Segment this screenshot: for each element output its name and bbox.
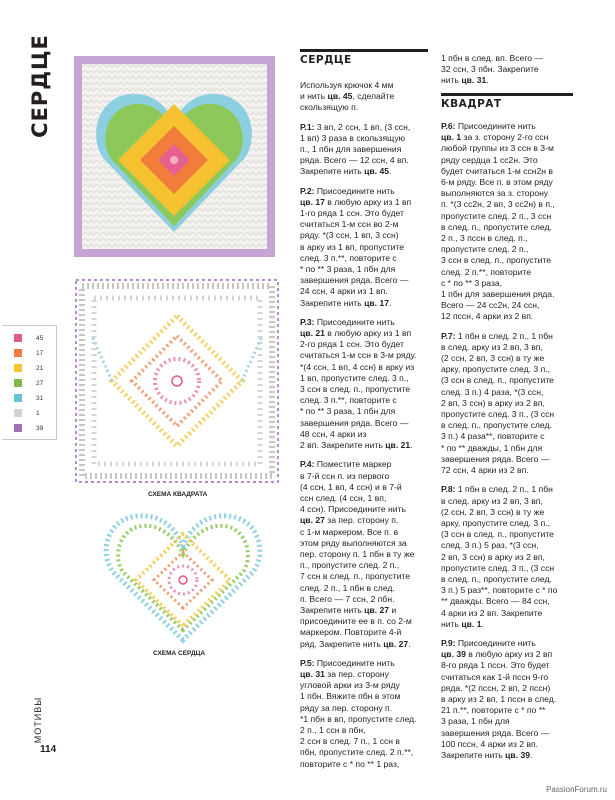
legend-item: 1 — [14, 408, 40, 418]
page-title: СЕРДЦЕ — [28, 34, 52, 138]
text-line: (3 ссн в след. п., пропустите — [441, 375, 554, 386]
text-line: Р.2: Присоедините нить — [300, 185, 395, 196]
color-swatch — [14, 409, 22, 417]
text-line: арку, пропустите след. 3 п., — [441, 364, 551, 375]
text-line: ряд. Закрепите нить цв. 27. — [300, 638, 411, 649]
instruction-paragraph — [300, 80, 428, 114]
text-line: Р.1: 3 вп, 2 ссн, 1 вп, (3 ссн, — [300, 121, 411, 132]
instructions-continued — [441, 53, 573, 95]
text-line: ряду сердца 1 сс2н. Это — [441, 154, 538, 165]
text-line: завершения ряда. Всего — — [300, 275, 409, 286]
heading-rule — [300, 49, 428, 52]
text-line: 32 ссн, 3 пбн. Закрепите — [441, 64, 539, 75]
instruction-paragraph — [441, 331, 573, 477]
heart-diagram-label: СХЕМА СЕРДЦА — [153, 650, 206, 657]
text-line: в арку из 1 вп, пропустите — [300, 241, 405, 252]
text-line: цв. 27 за пер. сторону п. — [300, 515, 399, 526]
text-line: присоедините ее в п. со 2-м — [300, 616, 412, 627]
color-swatch — [14, 424, 22, 432]
text-line: Р.5: Присоедините нить — [300, 657, 395, 668]
text-line: *(4 ссн, 1 вп, 4 ссн) в арку из — [300, 361, 415, 372]
text-line: Р.7: 1 пбн в след. 2 п., 1 пбн — [441, 330, 553, 341]
text-line: Р.6: Присоедините нить — [441, 121, 536, 131]
square-chart-diagram — [72, 276, 282, 486]
watermark: PassionForum.ru — [546, 785, 607, 794]
text-line: цв. 1 за з. сторону 2-го ссн — [441, 132, 549, 143]
text-line: 1 пбн в след. вп. Всего — — [441, 53, 544, 63]
text-line: 4 ссн). Присоедините нить — [300, 504, 406, 515]
text-line: п., 1 пбн для завершения — [300, 144, 402, 155]
text-line: в арку из 2 вп, 1 пссн в след. — [441, 693, 557, 704]
text-line: 7 ссн в след. п., пропустите — [300, 571, 411, 582]
color-swatch — [14, 364, 22, 372]
text-line: в след. арку из 2 вп, 3 вп, — [441, 341, 543, 352]
text-line: * по ** 3 раза, 1 пбн для — [300, 406, 396, 417]
text-line: (4 ссн, 1 вп, 4 ссн) и в 7-й — [300, 481, 402, 492]
text-line: цв. 31 за пер. сторону — [300, 668, 389, 679]
text-line: с 1-м маркером. Все п. в — [300, 526, 399, 537]
text-line: 24 ссн, 4 арки из 1 вп. — [300, 286, 388, 297]
text-line: 1-го ряда 1 ссн. Это будет — [300, 208, 404, 219]
text-line: Р.4: Поместите маркер — [300, 459, 392, 470]
legend-item: 17 — [14, 348, 43, 358]
text-line: в след. п., пропустите след. — [441, 573, 552, 584]
text-line: завершения ряда. Всего — — [300, 417, 409, 428]
text-line: 1 пбн. Вяжите пбн в этом — [300, 691, 401, 702]
text-line: повторите с * по ** 1 раз, — [300, 758, 400, 769]
text-line: след. 3 п.) 5 раз, *(3 ссн, — [441, 540, 539, 551]
text-line: след. 2 п., 1 пбн в след. — [300, 582, 395, 593]
text-line: ряда. Всего — 12 ссн, 4 вп. — [300, 155, 409, 166]
instructions-column-2 — [441, 121, 573, 769]
text-line: нить цв. 1. — [441, 618, 484, 629]
text-line: маркером. Повторите 4-й — [300, 627, 402, 638]
section-name: МОТИВЫ — [33, 696, 43, 744]
motif-photo — [74, 56, 275, 257]
text-line: п. *(3 сс2н, 2 вп, 3 сс2н) в п., — [441, 199, 555, 210]
text-line: 4 арки из 2 вп. Закрепите — [441, 607, 543, 618]
text-line: и нить цв. 45, сделайте — [300, 91, 395, 102]
instruction-paragraph — [300, 658, 428, 770]
text-line: 2 вп, 3 ссн) в арку из 2 вп, — [441, 551, 545, 562]
text-line: завершения ряда. Всего — — [441, 727, 550, 738]
text-line: Р.8: 1 пбн в след. 2 п., 1 пбн — [441, 484, 553, 495]
text-line: Используя крючок 4 мм — [300, 80, 394, 90]
text-line: 6-м ряду. Все п. в этом ряду — [441, 177, 553, 188]
text-line: 12 пссн, 4 арки из 2 вп. — [441, 311, 534, 322]
text-line: арку, пропустите след. 3 п., — [441, 517, 551, 528]
text-line: (2 ссн, 2 вп, 3 ссн) в ту же — [441, 353, 545, 364]
text-line: нить цв. 31. — [441, 75, 489, 86]
text-line: пропустите след. 2 п., 3 ссн — [441, 210, 552, 221]
text-line: цв. 39 в любую арку из 2 вп — [441, 649, 553, 660]
color-swatch — [14, 394, 22, 402]
text-line: *1 пбн в вп, пропустите след. — [300, 713, 417, 724]
text-line: * по ** дважды, 1 пбн для — [441, 442, 543, 453]
text-line: п. Всего — 7 ссн, 2 пбн. — [300, 593, 395, 604]
color-legend — [2, 325, 57, 440]
text-line: 72 ссн, 4 арки из 2 вп. — [441, 465, 529, 476]
text-line: ряду. *(3 ссн, 1 вп, 3 ссн) — [300, 230, 399, 241]
text-line: 21 п.**, повторите с * по ** — [441, 705, 546, 716]
text-line: цв. 21 в любую арку из 1 вп — [300, 328, 412, 339]
text-line: след. 3 п.) 4 раза, *(3 ссн, — [441, 386, 544, 397]
section-heading-heart: СЕРДЦЕ — [300, 54, 352, 66]
text-line: ряду за пер. сторону п. — [300, 702, 393, 713]
text-line: 100 пссн, 4 арки из 2 вп. — [441, 738, 539, 749]
text-line: 3 ссн в след. п., пропустите — [441, 255, 552, 266]
text-line: любой группы из 3 ссн в 3-м — [441, 143, 554, 154]
text-line: с * по ** 3 раза, — [441, 277, 503, 288]
text-line: Закрепите нить цв. 39. — [441, 749, 533, 760]
color-swatch — [14, 334, 22, 342]
text-line: завершения ряда. Всего — — [441, 453, 550, 464]
text-line: 1 вп) 3 раза в скользящую — [300, 132, 406, 143]
instruction-paragraph — [441, 121, 573, 323]
legend-item: 45 — [14, 333, 43, 343]
text-line: * по ** 3 раза, 1 пбн для — [300, 264, 396, 275]
text-line: в след. арку из 2 вп, 3 вп, — [441, 495, 543, 506]
text-line: 2 п., 1 ссн в пбн, — [300, 724, 366, 735]
legend-item: 31 — [14, 393, 43, 403]
legend-item: 39 — [14, 423, 43, 433]
text-line: 3 раза, 1 пбн для — [441, 716, 510, 727]
text-line: в след. п., пропустите след. — [441, 420, 552, 431]
text-line: 2 вп. Закрепите нить цв. 21. — [300, 440, 413, 451]
legend-item: 21 — [14, 363, 43, 373]
text-line: (2 ссн, 2 вп, 3 ссн) в ту же — [441, 506, 545, 517]
text-line: след. 3 п.**, повторите с — [300, 395, 397, 406]
text-line: 8-го ряда 1 пссн. Это будет — [441, 660, 550, 671]
text-line: считаться 1-м ссн в 3-м ряду. — [300, 350, 417, 361]
text-line: выполняются за з. сторону — [441, 188, 549, 199]
text-line: след. 2 п.**, повторите — [441, 266, 531, 277]
text-line: Р.9: Присоедините нить — [441, 637, 536, 648]
heart-motif-image — [82, 64, 267, 249]
instruction-paragraph — [300, 459, 428, 649]
text-line: 2 вп, 3 ссн) в арку из 2 вп, — [441, 397, 545, 408]
heading-rule — [441, 93, 573, 96]
text-line: пбн, пропустите след. 2 п.**, — [300, 747, 414, 758]
text-line: этом ряду выполняются за — [300, 537, 407, 548]
text-line: скользящую п. — [300, 102, 359, 113]
text-line: Закрепите нить цв. 45. — [300, 166, 392, 177]
text-line: 3 ссн в след. п., пропустите — [300, 384, 411, 395]
text-line: ссн след. (4 ссн, 1 вп, — [300, 492, 387, 503]
text-line: пропустите след. 2 п., — [441, 244, 529, 255]
legend-item: 27 — [14, 378, 43, 388]
text-line: считаться 1-м ссн во 2-м — [300, 219, 399, 230]
text-line: Закрепите нить цв. 17. — [300, 297, 392, 308]
text-line: пер. сторону п. 1 пбн в ту же — [300, 548, 415, 559]
section-heading-square: КВАДРАТ — [441, 98, 502, 110]
color-swatch — [14, 379, 22, 387]
text-line: Всего — 24 сс2н, 24 ссн, — [441, 300, 540, 311]
text-line: в след. п., пропустите след. — [441, 221, 552, 232]
text-line: Р.3: Присоедините нить — [300, 316, 395, 327]
text-line: 48 ссн, 4 арки из — [300, 428, 367, 439]
text-line: 2 п., 3 пссн в след. п., — [441, 233, 528, 244]
text-line: ряда. *(2 пссн, 2 вп, 2 пссн) — [441, 682, 551, 693]
text-line: пропустите след. 3 п., (3 ссн — [441, 409, 555, 420]
text-line: ** дважды. Всего — 84 ссн, — [441, 596, 550, 607]
instructions-column-1 — [300, 80, 428, 778]
color-swatch — [14, 349, 22, 357]
text-line: след. 3 п.**, повторите с — [300, 252, 397, 263]
text-line: 1 вп, пропустите след. 3 п., — [300, 372, 409, 383]
square-diagram-label: СХЕМА КВАДРАТА — [148, 491, 208, 498]
page-number: 114 — [40, 744, 57, 755]
text-line: пропустите след. 3 п., (3 ссн — [441, 562, 555, 573]
instruction-paragraph — [441, 53, 573, 87]
text-line: 2-го ряда 1 ссн. Это будет — [300, 339, 404, 350]
heart-chart-diagram — [98, 510, 268, 650]
instruction-paragraph — [300, 317, 428, 451]
instruction-paragraph — [300, 122, 428, 178]
instruction-paragraph — [300, 186, 428, 309]
instruction-paragraph — [441, 638, 573, 761]
instruction-paragraph — [441, 484, 573, 630]
text-line: считаться как 1-й пссн 9-го — [441, 671, 549, 682]
text-line: (3 ссн в след. п., пропустите — [441, 529, 554, 540]
text-line: 3 п.) 5 раз**, повторите с * по — [441, 585, 558, 596]
text-line: в 7-й ссн п. из первого — [300, 470, 390, 481]
text-line: 2 ссн в след. 7 п., 1 ссн в — [300, 736, 400, 747]
text-line: п., пропустите след. 2 п., — [300, 560, 400, 571]
text-line: цв. 17 в любую арку из 1 вп — [300, 196, 412, 207]
text-line: Закрепите нить цв. 27 и — [300, 604, 397, 615]
text-line: 1 пбн для завершения ряда. — [441, 289, 555, 300]
text-line: будет считаться 1-м ссн2н в — [441, 165, 553, 176]
text-line: угловой арки из 3-м ряду — [300, 680, 400, 691]
text-line: 3 п.) 4 раза**, повторите с — [441, 431, 545, 442]
